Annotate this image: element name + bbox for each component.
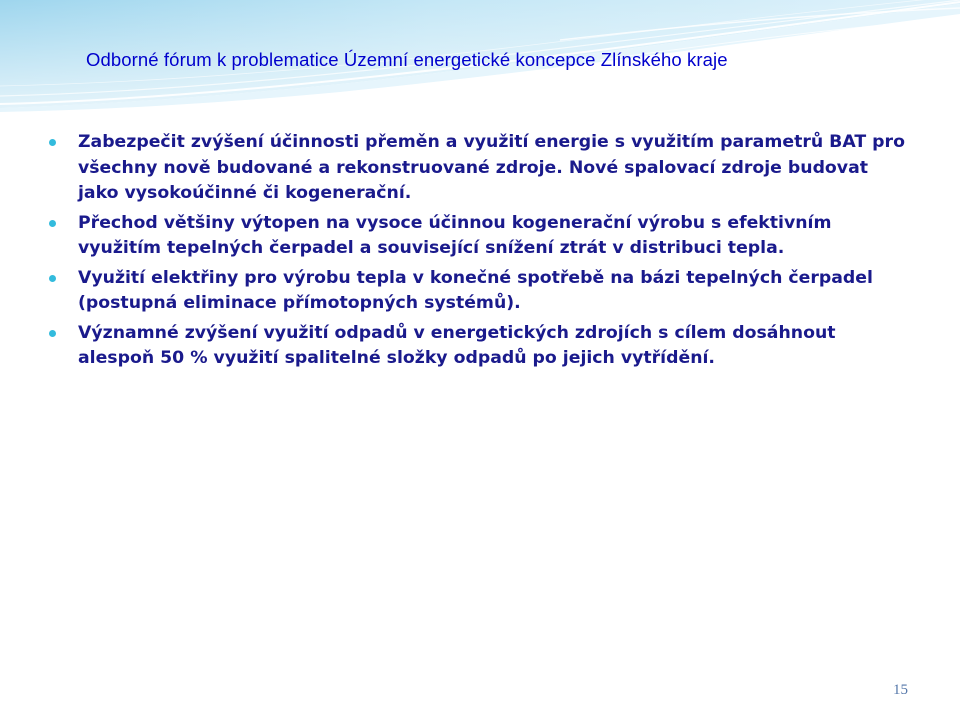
- bullet-text: Zabezpečit zvýšení účinnosti přeměn a využití energie s využitím parametrů BAT pro všechny nově budované a rekonstruované zdroje. Nové spalovací zdroje budovat jako vysokoúčinné či kogenerační.: [78, 132, 905, 203]
- bullet-dot-icon: [49, 220, 56, 227]
- bullet-text: Využití elektřiny pro výrobu tepla v konečné spotřebě na bázi tepelných čerpadel (postupná eliminace přímotopných systémů).: [78, 267, 873, 313]
- page-number: 15: [893, 682, 908, 698]
- slide-title: Odborné fórum k problematice Územní energetické koncepce Zlínského kraje: [86, 49, 728, 70]
- bullet-dot-icon: [49, 139, 56, 146]
- bullet-dot-icon: [49, 275, 56, 282]
- bullet-item: [46, 266, 906, 317]
- bullet-dot-icon: [49, 330, 56, 337]
- bullet-item: [46, 130, 906, 207]
- bullet-list: [46, 130, 906, 376]
- bullet-text: Významné zvýšení využití odpadů v energetických zdrojích s cílem dosáhnout alespoň 50 % využití spalitelné složky odpadů po jejich vytřídění.: [78, 322, 836, 368]
- bullet-text: Přechod většiny výtopen na vysoce účinnou kogenerační výrobu s efektivním využitím tepelných čerpadel a související snížení ztrát v distribuci tepla.: [78, 212, 832, 258]
- bullet-item: [46, 211, 906, 262]
- bullet-item: [46, 321, 906, 372]
